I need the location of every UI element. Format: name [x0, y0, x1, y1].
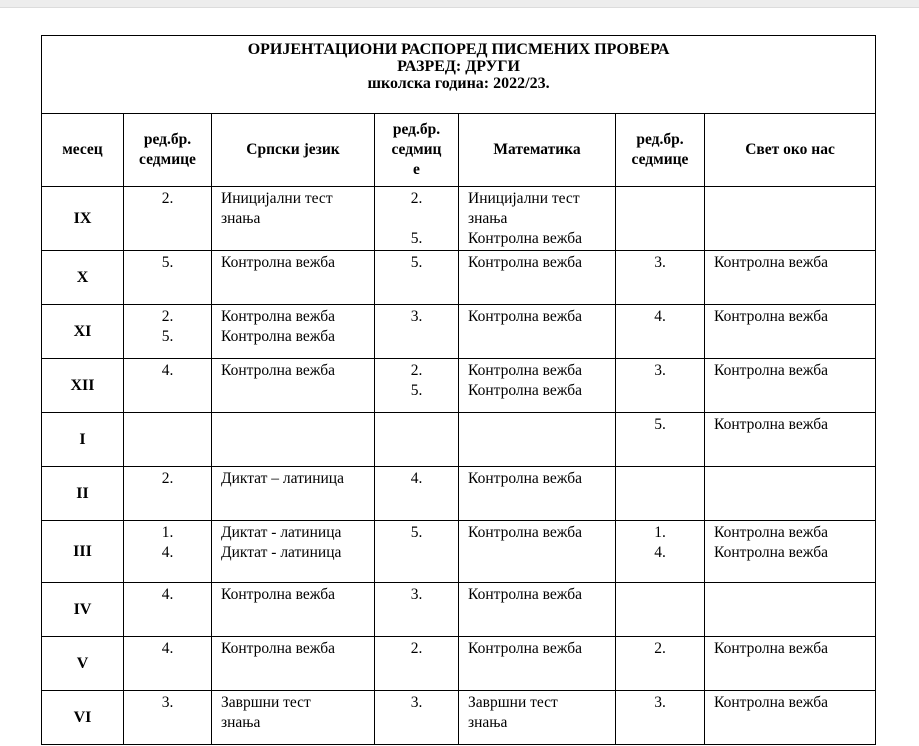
math-test-cell-line: Иницијални тест	[468, 190, 580, 207]
world-test-cell	[705, 413, 876, 467]
world-week-cell	[616, 691, 705, 745]
math-test-cell	[459, 187, 616, 251]
world-week-cell-line: 3.	[654, 362, 666, 379]
world-week-cell-line: 3.	[654, 254, 666, 271]
math-week-cell-line: 5.	[410, 382, 423, 399]
world-test-cell	[705, 305, 876, 359]
serbian-test-cell-line: Контролна вежба	[221, 640, 336, 657]
math-week-cell-line: 3.	[410, 694, 423, 711]
table-row	[42, 521, 876, 583]
serbian-test-cell-line: Контролна вежба	[221, 586, 336, 603]
header-week-math: ред.бр. седмиц е	[375, 114, 459, 187]
math-week-cell	[375, 305, 459, 359]
table-row	[42, 305, 876, 359]
world-week-cell	[616, 359, 705, 413]
world-test-cell	[705, 637, 876, 691]
serbian-test-cell-line: Иницијални тест	[221, 190, 333, 207]
math-week-cell	[375, 637, 459, 691]
title-row	[42, 36, 876, 114]
world-week-cell-line: 3.	[654, 694, 666, 711]
math-test-cell	[459, 691, 616, 745]
math-week-cell-line: 5.	[410, 254, 423, 271]
serbian-week-cell	[124, 467, 212, 521]
world-test-cell	[705, 251, 876, 305]
math-test-cell	[459, 467, 616, 521]
math-test-cell-line: Контролна вежба	[468, 586, 583, 603]
header-serbian: Српски језик	[212, 114, 375, 187]
serbian-test-cell	[212, 521, 375, 583]
header-math: Математика	[459, 114, 616, 187]
math-test-cell	[459, 637, 616, 691]
serbian-test-cell-line: знања	[221, 210, 261, 227]
serbian-week-cell-line: 4.	[161, 586, 174, 603]
month-cell: IV	[42, 583, 124, 637]
world-test-cell-line: Контролна вежба	[714, 694, 829, 711]
math-test-cell-line: Контролна вежба	[468, 382, 583, 399]
serbian-test-cell-line: Контролна вежба	[221, 328, 336, 345]
serbian-week-cell	[124, 521, 212, 583]
world-test-cell-line: Контролна вежба	[714, 544, 829, 561]
serbian-test-cell	[212, 583, 375, 637]
header-row	[42, 114, 876, 187]
math-week-cell-line: 2.	[410, 362, 423, 379]
table-row	[42, 467, 876, 521]
serbian-test-cell-line: Контролна вежба	[221, 362, 336, 379]
math-test-cell-line: Контролна вежба	[468, 230, 583, 247]
header-week-serbian: ред.бр. седмице	[124, 114, 212, 187]
serbian-week-cell-line: 1.	[161, 524, 174, 541]
serbian-week-cell-line: 4.	[161, 544, 174, 561]
table-row	[42, 691, 876, 745]
world-week-cell	[616, 467, 705, 521]
world-test-cell	[705, 187, 876, 251]
serbian-test-cell-line: Диктат - латиница	[221, 544, 342, 561]
math-test-cell	[459, 583, 616, 637]
serbian-week-cell-line: 4.	[161, 362, 174, 379]
month-cell: III	[42, 521, 124, 583]
serbian-week-cell	[124, 305, 212, 359]
math-week-cell-line: 3.	[410, 308, 423, 325]
table-body	[42, 187, 876, 745]
table-row	[42, 251, 876, 305]
serbian-test-cell-line: Диктат – латиница	[221, 470, 344, 487]
serbian-week-cell-line: 3.	[161, 694, 174, 711]
serbian-week-cell	[124, 251, 212, 305]
serbian-test-cell-line: Контролна вежба	[221, 308, 336, 325]
serbian-week-cell-line: 5.	[161, 254, 174, 271]
serbian-test-cell	[212, 637, 375, 691]
page-top-edge	[0, 0, 919, 8]
world-test-cell	[705, 583, 876, 637]
table-row	[42, 413, 876, 467]
serbian-week-cell-line: 2.	[161, 470, 174, 487]
math-test-cell-line: Контролна вежба	[468, 524, 583, 541]
math-week-cell-line: 5.	[410, 524, 423, 541]
serbian-test-cell	[212, 305, 375, 359]
math-week-cell-line	[376, 209, 457, 229]
world-week-cell	[616, 251, 705, 305]
serbian-week-cell	[124, 691, 212, 745]
math-week-cell-line: 4.	[410, 470, 423, 487]
header-world: Свет око нас	[705, 114, 876, 187]
serbian-week-cell-line: 4.	[161, 640, 174, 657]
serbian-week-cell	[124, 637, 212, 691]
world-week-cell	[616, 637, 705, 691]
month-cell: X	[42, 251, 124, 305]
math-test-cell	[459, 251, 616, 305]
world-test-cell	[705, 467, 876, 521]
math-test-cell	[459, 359, 616, 413]
table-title	[42, 36, 876, 114]
title-line-3: школска година: 2022/23.	[367, 75, 550, 92]
world-week-cell-line: 2.	[654, 640, 666, 657]
world-test-cell	[705, 691, 876, 745]
serbian-week-cell-line: 2.	[161, 308, 174, 325]
math-week-cell-line: 2.	[410, 640, 423, 657]
world-test-cell	[705, 521, 876, 583]
math-week-cell	[375, 691, 459, 745]
world-week-cell-line: 4.	[654, 544, 666, 561]
math-week-cell-line: 3.	[410, 586, 423, 603]
serbian-test-cell-line: Завршни тест	[221, 694, 311, 711]
title-line-1: ОРИЈЕНТАЦИОНИ РАСПОРЕД ПИСМЕНИХ ПРОВЕРА	[247, 41, 670, 58]
serbian-test-cell-line: Диктат - латиница	[221, 524, 342, 541]
math-test-cell-line: Контролна вежба	[468, 254, 583, 271]
math-week-cell	[375, 359, 459, 413]
math-week-cell	[375, 187, 459, 251]
table-row	[42, 637, 876, 691]
table-row	[42, 583, 876, 637]
math-week-cell	[375, 413, 459, 467]
world-week-cell-line: 4.	[654, 308, 666, 325]
header-month: месец	[42, 114, 124, 187]
serbian-week-cell-line: 2.	[161, 190, 174, 207]
math-test-cell-line: Контролна вежба	[468, 308, 583, 325]
math-week-cell	[375, 521, 459, 583]
month-cell: XI	[42, 305, 124, 359]
world-test-cell-line: Контролна вежба	[714, 524, 829, 541]
math-test-cell	[459, 521, 616, 583]
world-test-cell-line: Контролна вежба	[714, 640, 829, 657]
serbian-week-cell	[124, 583, 212, 637]
world-week-cell	[616, 187, 705, 251]
month-cell: VI	[42, 691, 124, 745]
world-week-cell	[616, 521, 705, 583]
math-week-cell-line: 5.	[410, 230, 423, 247]
math-test-cell	[459, 305, 616, 359]
serbian-test-cell	[212, 251, 375, 305]
month-cell: I	[42, 413, 124, 467]
month-cell: IX	[42, 187, 124, 251]
world-week-cell-line: 5.	[654, 416, 666, 433]
world-test-cell-line: Контролна вежба	[714, 416, 829, 433]
title-line-2: РАЗРЕД: ДРУГИ	[397, 58, 520, 75]
month-cell: II	[42, 467, 124, 521]
serbian-test-cell	[212, 413, 375, 467]
table-row	[42, 359, 876, 413]
table-row	[42, 187, 876, 251]
world-week-cell-line: 1.	[654, 524, 666, 541]
math-test-cell	[459, 413, 616, 467]
world-week-cell	[616, 583, 705, 637]
math-week-cell-line: 2.	[410, 190, 423, 207]
serbian-test-cell-line: Контролна вежба	[221, 254, 336, 271]
serbian-test-cell	[212, 187, 375, 251]
math-test-cell-line: знања	[468, 714, 508, 731]
world-test-cell	[705, 359, 876, 413]
world-test-cell-line: Контролна вежба	[714, 308, 829, 325]
math-test-cell-line: Контролна вежба	[468, 640, 583, 657]
world-week-cell	[616, 305, 705, 359]
world-test-cell-line: Контролна вежба	[714, 254, 829, 271]
serbian-test-cell	[212, 467, 375, 521]
world-test-cell-line: Контролна вежба	[714, 362, 829, 379]
math-week-cell	[375, 583, 459, 637]
math-week-cell	[375, 467, 459, 521]
serbian-week-cell-line: 5.	[161, 328, 174, 345]
world-week-cell	[616, 413, 705, 467]
schedule-table	[41, 35, 876, 745]
math-week-cell	[375, 251, 459, 305]
month-cell: XII	[42, 359, 124, 413]
header-week-world: ред.бр. седмице	[616, 114, 705, 187]
month-cell: V	[42, 637, 124, 691]
math-test-cell-line: знања	[468, 210, 508, 227]
serbian-test-cell	[212, 691, 375, 745]
serbian-test-cell-line: знања	[221, 714, 261, 731]
serbian-test-cell	[212, 359, 375, 413]
serbian-week-cell	[124, 359, 212, 413]
math-test-cell-line: Завршни тест	[468, 694, 558, 711]
serbian-week-cell	[124, 413, 212, 467]
serbian-week-cell	[124, 187, 212, 251]
math-test-cell-line: Контролна вежба	[468, 470, 583, 487]
math-test-cell-line: Контролна вежба	[468, 362, 583, 379]
